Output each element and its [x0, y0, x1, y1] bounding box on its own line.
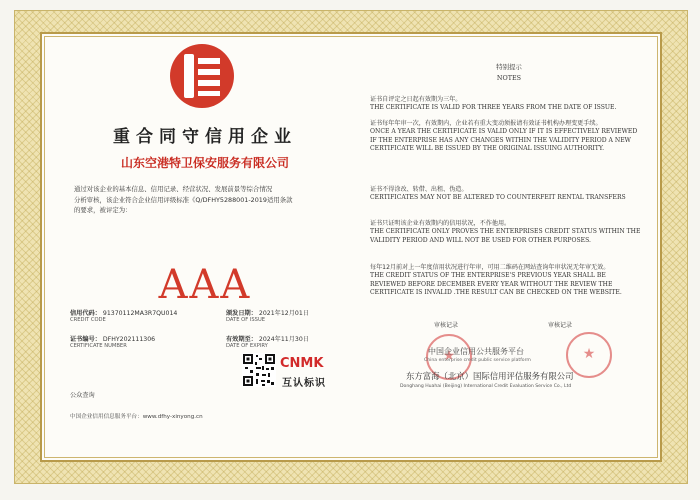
- note-cn: 每年12月前对上一年度信用状况进行年审，可用二维码在网站查询年审状况无年审无效。: [370, 264, 610, 271]
- cert-number-value: DFHY202111306: [102, 336, 156, 343]
- cnmk-logo: CNMK: [280, 356, 324, 371]
- review-label: 审核记录: [434, 322, 459, 329]
- intro-line: 通过对该企业的基本信息、信用记录、经营状况、发展前景等综合情况: [74, 185, 273, 193]
- query-website: 中国企业信用信息服务平台：www.dfhy-xinyong.cn: [70, 414, 203, 420]
- cert-number-en: CERTIFICATE NUMBER: [70, 343, 127, 349]
- note-item: [370, 96, 642, 113]
- certificate-intro: [74, 184, 344, 216]
- platform-name-en: China enterprise credit public service platform: [424, 358, 531, 363]
- review-label: 审核记录: [548, 322, 573, 329]
- company-name: 山东空港特卫保安服务有限公司: [120, 156, 289, 170]
- note-en: CERTIFICATES MAY NOT BE ALTERED TO COUNTERFEIT RENTAL TRANSFERS: [370, 194, 626, 202]
- issuer-name-en: Donghang Huahai (Beijing) International Credit Evaluation Service Co., Ltd: [400, 384, 572, 389]
- certificate-front: [60, 40, 350, 450]
- cert-number-field: [70, 334, 155, 349]
- issuer-name: 东方富海（北京）国际信用评估服务有限公司: [406, 371, 574, 381]
- qr-code-icon: [242, 353, 276, 387]
- note-en: ONCE A YEAR THE CERTIFICATE IS VALID ONLY IF IT IS EFFECTIVELY REVIEWED IF THE ENTERPRISE HAS ANY CHANGES WITHIN THE VALIDITY PERIOD A NEW CERTIFICATE WILL BE ISSUED BY THE ORIGINAL ISSUING AUTHORITY.: [370, 128, 638, 153]
- cnmk-subtitle: 互认标识: [282, 378, 326, 389]
- note-en: THE CREDIT STATUS OF THE ENTERPRISE'S PREVIOUS YEAR SHALL BE REVIEWED BEFORE DECEMBER EVERY YEAR WITHOUT THE REVIEW THE CERTIFICATE IS INVALID .THE RESULT CAN BE CHECKED ON THE WEBSITE.: [370, 272, 622, 297]
- note-en: THE CERTIFICATE ONLY PROVES THE ENTERPRISES CREDIT STATUS WITHIN THE VALIDITY PERIOD AND WILL NOT BE USED FOR OTHER PURPOSES.: [370, 228, 641, 244]
- intro-line: 的要求，被评定为：: [74, 206, 132, 214]
- note-item: [370, 264, 642, 298]
- issue-date-en: DATE OF ISSUE: [226, 317, 266, 323]
- credit-code-label: 信用代码：: [70, 310, 101, 317]
- note-cn: 证书不得涂改、转借、出租、伪造。: [370, 186, 468, 193]
- note-item: [370, 186, 642, 203]
- issue-date-label: 颁发日期：: [226, 310, 257, 317]
- note-cn: 证书只证明该企业有效期内的信用状况，不作他用。: [370, 220, 511, 227]
- credit-logo-icon: [168, 42, 236, 110]
- note-cn: 证书自评定之日起有效期为三年。: [370, 96, 462, 103]
- issue-date-field: [226, 308, 309, 323]
- credit-code-en: CREDIT CODE: [70, 317, 106, 323]
- note-item: [370, 120, 642, 154]
- credit-rating: AAA: [158, 262, 252, 308]
- issue-date-value: 2021年12月01日: [258, 310, 309, 317]
- expiry-value: 2024年11月30日: [258, 336, 309, 343]
- note-en: THE CERTIFICATE IS VALID FOR THREE YEARS FROM THE DATE OF ISSUE.: [370, 104, 617, 112]
- expiry-en: DATE OF EXPIRY: [226, 343, 268, 349]
- credit-code-value: 91370112MA3R7QU014: [102, 310, 178, 317]
- credit-code-field: [70, 308, 177, 323]
- notes-title-en: NOTES: [496, 74, 522, 82]
- certificate-title: 重合同守信用企业: [113, 127, 297, 147]
- certificate-notes: [370, 62, 648, 442]
- public-query-label: 公众查询: [70, 392, 95, 399]
- notes-title-cn: 特别提示: [496, 63, 522, 71]
- platform-name: 中国企业信用公共服务平台: [428, 347, 524, 356]
- note-item: [370, 220, 642, 245]
- expiry-field: [226, 334, 309, 349]
- expiry-label: 有效期至：: [226, 336, 257, 343]
- note-cn: 证书每年年审一次，有效期内，企业若有重大变动须报请有效证书机构办理变更手续。: [370, 120, 602, 127]
- cert-number-label: 证书编号：: [70, 336, 101, 343]
- intro-line: 分析审核，该企业符合企业信用评级标准《Q/DFHY5288001-2019适用条款: [74, 195, 293, 204]
